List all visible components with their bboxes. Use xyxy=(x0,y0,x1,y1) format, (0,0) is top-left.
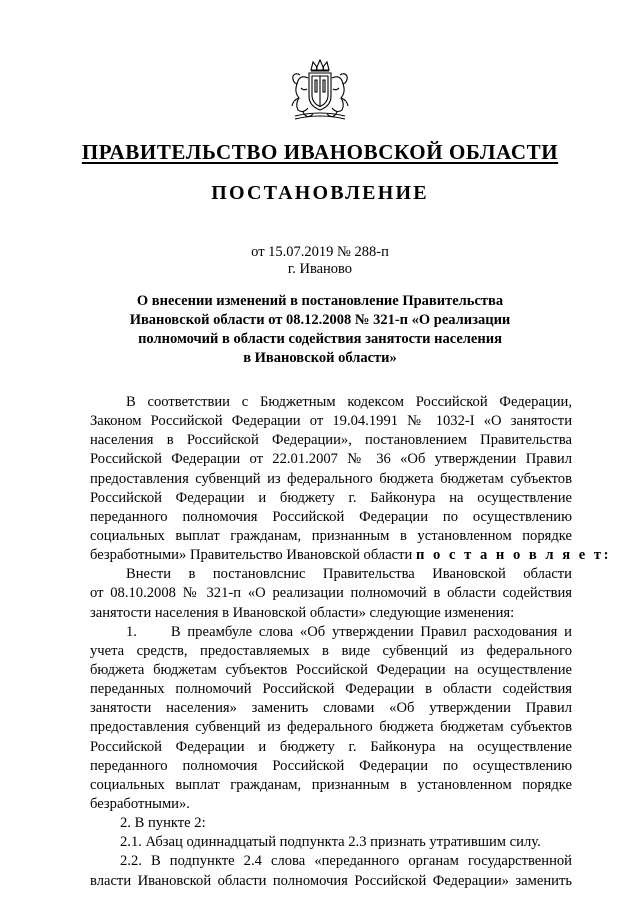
body-line: 2.2. В подпункте 2.4 слова «переданного органам государственной xyxy=(120,853,572,870)
body-line: предоставления субвенций из федерального бюджета бюджетам субъектов xyxy=(90,470,572,487)
decree-heading xyxy=(0,292,640,368)
body-line: предоставления субвенций из федерального бюджета бюджетам субъектов xyxy=(90,719,572,736)
body-line-resolves xyxy=(90,546,611,565)
document-type: ПОСТАНОВЛЕНИЕ xyxy=(211,182,429,204)
body-line: 1. В преамбуле слова «Об утверждении Правил расходования и xyxy=(126,623,572,640)
body-line: занятости населения в Ивановской области» следующие изменения: xyxy=(90,604,515,621)
body-line: Внести в постановлснис Правительства Ивановской области xyxy=(126,566,572,583)
body-line: 2. В пункте 2: xyxy=(120,815,206,832)
body-line-text: безработными» Правительство Ивановской области xyxy=(90,547,413,564)
body-line: переданного полномочия Российской Федерации по осуществлению xyxy=(90,757,572,774)
body-line: Российской Федерации и бюджету г. Байконура на осуществление xyxy=(90,489,572,506)
heading-line: Ивановской области от 08.12.2008 № 321-п «О реализации xyxy=(129,312,511,328)
body-line: переданного полномочия Российской Федерации по осуществлению xyxy=(90,508,572,525)
heading-line: полномочий в области содействия занятости населения xyxy=(138,331,502,347)
body-line: В соответствии с Бюджетным кодексом Российской Федерации, xyxy=(126,394,572,410)
decree-date-number: от 15.07.2019 № 288-п xyxy=(251,244,389,260)
body-line: переданных полномочий Российской Федерации в области содействия xyxy=(90,681,572,698)
body-line: 2.1. Абзац одиннадцатый подпункта 2.3 признать утратившим силу. xyxy=(120,834,541,851)
body-line: занятости населения» заменить словами «Об утверждении Правил xyxy=(90,700,572,717)
body-line: от 08.10.2008 № 321-п «О реализации полномочий в области содействия xyxy=(90,585,572,602)
decree-body xyxy=(90,393,611,891)
body-line: Законом Российской Федерации от 19.04.1991 № 1032-I «О занятости xyxy=(90,413,572,430)
body-line: населения в Российской Федерации», постановлением Правительства xyxy=(90,432,572,449)
body-line: Российской Федерации и бюджету г. Байконура на осуществление xyxy=(90,738,572,755)
body-line: социальных выплат гражданам, признанным в установленном порядке xyxy=(90,527,572,544)
resolves-word: п о с т а н о в л я е т: xyxy=(416,547,611,564)
body-line: власти Ивановской области полномочия Российской Федерации» заменить xyxy=(90,872,572,889)
body-line: социальных выплат гражданам, признанным в установленном порядке xyxy=(90,776,572,793)
heading-line: О внесении изменений в постановление Правительства xyxy=(136,293,504,309)
body-line: Российской Федерации от 22.01.2007 № 36 «Об утверждении Правил xyxy=(90,451,572,468)
government-name: ПРАВИТЕЛЬСТВО ИВАНОВСКОЙ ОБЛАСТИ xyxy=(81,140,559,164)
body-line: учета средств, предоставляемых в виде субвенций из федерального xyxy=(90,642,572,659)
body-line: бюджета бюджетам субъектов Российской Федерации на осуществление xyxy=(90,661,572,678)
decree-city: г. Иваново xyxy=(287,261,353,277)
coat-of-arms-icon xyxy=(289,58,351,124)
body-line: безработными». xyxy=(90,795,190,812)
heading-line: в Ивановской области» xyxy=(243,350,397,366)
